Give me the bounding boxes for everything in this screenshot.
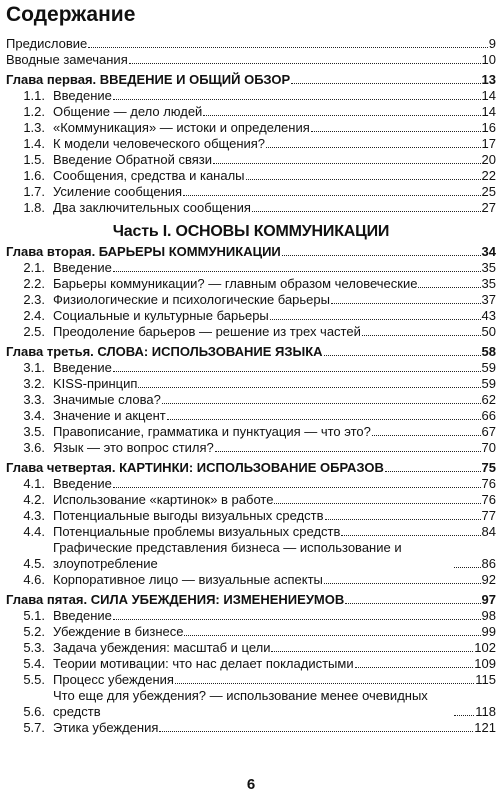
section-number: 1.1. [23, 88, 45, 103]
chapter-title: Глава третья. СЛОВА: ИСПОЛЬЗОВАНИЕ ЯЗЫКА [6, 344, 323, 359]
dot-leader [274, 502, 480, 504]
toc-section-entry [0, 184, 502, 200]
section-number: 1.2. [23, 104, 45, 119]
section-number: 4.4. [23, 524, 45, 539]
toc-section-entry [0, 392, 502, 408]
section-title: Усиление сообщения [53, 184, 183, 199]
dot-leader [113, 98, 481, 100]
toc-section-entry [0, 720, 502, 736]
toc-chapter-5 [0, 592, 502, 608]
section-number: 4.5. [23, 556, 45, 571]
toc-section-entry [0, 276, 502, 292]
dot-leader [324, 582, 481, 584]
section-title: Что еще для убеждения? — использование менее очевидных средств [53, 688, 428, 719]
dot-leader [341, 534, 480, 536]
section-title: Процесс убеждения [53, 672, 174, 687]
section-page: 118 [475, 704, 496, 719]
section-number: 1.4. [23, 136, 45, 151]
section-number: 2.5. [23, 324, 45, 339]
dot-leader [213, 162, 481, 164]
section-title: Убеждение в бизнесе [53, 624, 184, 639]
dot-leader [113, 270, 481, 272]
section-number: 3.6. [23, 440, 45, 455]
section-page: 70 [481, 440, 496, 455]
entry-title: Вводные замечания [6, 52, 128, 67]
dot-leader [271, 650, 473, 652]
section-number: 1.8. [23, 200, 45, 215]
section-page: 77 [481, 508, 496, 523]
section-number: 1.7. [23, 184, 45, 199]
section-title: Введение [53, 88, 112, 103]
toc-section-entry [0, 672, 502, 688]
section-title: Корпоративное лицо — визуальные аспекты [53, 572, 323, 587]
toc-section-entry [0, 540, 502, 572]
section-title: Потенциальные выгоды визуальных средств [53, 508, 324, 523]
section-page: 14 [481, 88, 496, 103]
section-number: 5.5. [23, 672, 45, 687]
page-number: 6 [246, 776, 256, 793]
toc-section-entry [0, 656, 502, 672]
dot-leader [215, 450, 481, 452]
section-page: 99 [481, 624, 496, 639]
dot-leader [183, 194, 480, 196]
toc-section-entry [0, 324, 502, 340]
toc-chapter-3 [0, 344, 502, 360]
section-title: Общение — дело людей [53, 104, 203, 119]
chapter-title: Глава четвертая. КАРТИНКИ: ИСПОЛЬЗОВАНИЕ ОБРАЗОВ [6, 460, 384, 475]
section-page: 27 [481, 200, 496, 215]
toc-section-entry [0, 88, 502, 104]
section-number: 1.6. [23, 168, 45, 183]
section-number: 1.5. [23, 152, 45, 167]
dot-leader [159, 730, 473, 732]
section-page: 76 [481, 476, 496, 491]
toc-section-entry [0, 624, 502, 640]
toc-chapter-1 [0, 72, 502, 88]
section-title: Два заключительных сообщения [53, 200, 251, 215]
entry-title: Предисловие [6, 36, 88, 51]
toc-section-entry [0, 104, 502, 120]
toc-section-entry [0, 492, 502, 508]
section-number: 3.5. [23, 424, 45, 439]
section-title: Потенциальные проблемы визуальных средств [53, 524, 341, 539]
section-title: Этика убеждения [53, 720, 159, 735]
section-page: 59 [481, 376, 496, 391]
section-title: Физиологические и психологические барьеры [53, 292, 330, 307]
dot-leader [270, 318, 481, 320]
section-page: 115 [475, 672, 496, 687]
toc-section-entry [0, 440, 502, 456]
section-page: 59 [481, 360, 496, 375]
section-title: Введение [53, 476, 112, 491]
entry-page: 10 [481, 52, 496, 67]
section-number: 2.2. [23, 276, 45, 291]
section-number: 2.1. [23, 260, 45, 275]
section-title: Значение и акцент [53, 408, 166, 423]
section-page: 14 [481, 104, 496, 119]
section-page: 92 [481, 572, 496, 587]
dot-leader [324, 354, 481, 356]
toc-section-entry [0, 524, 502, 540]
section-page: 67 [481, 424, 496, 439]
section-title: Введение [53, 360, 112, 375]
section-number: 3.4. [23, 408, 45, 423]
toc-section-entry [0, 292, 502, 308]
section-number: 5.3. [23, 640, 45, 655]
section-number: 5.1. [23, 608, 45, 623]
section-page: 25 [481, 184, 496, 199]
section-number: 4.3. [23, 508, 45, 523]
dot-leader [372, 434, 481, 436]
section-title: Сообщения, средства и каналы [53, 168, 245, 183]
dot-leader [331, 302, 481, 304]
section-page: 86 [481, 556, 496, 571]
section-title: Правописание, грамматика и пунктуация — что это? [53, 424, 371, 439]
section-page: 22 [481, 168, 496, 183]
dot-leader [167, 418, 481, 420]
dot-leader [113, 618, 481, 620]
section-number: 4.2. [23, 492, 45, 507]
section-title: Теории мотивации: что нас делает покладистыми [53, 656, 354, 671]
section-number: 3.1. [23, 360, 45, 375]
section-title: Язык — это вопрос стиля? [53, 440, 214, 455]
section-page: 98 [481, 608, 496, 623]
section-number: 5.6. [23, 704, 45, 719]
section-number: 5.7. [23, 720, 45, 735]
dot-leader [175, 682, 474, 684]
section-page: 50 [481, 324, 496, 339]
toc-section-entry [0, 168, 502, 184]
section-title: Введение Обратной связи [53, 152, 212, 167]
section-title: Использование «картинок» в работе [53, 492, 274, 507]
chapter-5-sections [0, 608, 502, 736]
toc-chapter-4 [0, 460, 502, 476]
section-page: 17 [481, 136, 496, 151]
toc-section-entry [0, 424, 502, 440]
toc-section-entry [0, 376, 502, 392]
section-title: Введение [53, 260, 112, 275]
dot-leader [454, 566, 481, 568]
section-page: 62 [481, 392, 496, 407]
dot-leader [203, 114, 480, 116]
section-title: «Коммуникация» — истоки и определения [53, 120, 310, 135]
dot-leader [325, 518, 481, 520]
section-number: 4.6. [23, 572, 45, 587]
section-number: 4.1. [23, 476, 45, 491]
toc-section-entry [0, 152, 502, 168]
dot-leader [252, 210, 481, 212]
dot-leader [362, 334, 481, 336]
dot-leader [246, 178, 481, 180]
toc-section-entry [0, 608, 502, 624]
toc-section-entry [0, 120, 502, 136]
chapter-title: Глава вторая. БАРЬЕРЫ КОММУНИКАЦИИ [6, 244, 281, 259]
dot-leader [345, 602, 480, 604]
dot-leader [88, 46, 488, 48]
dot-leader [385, 470, 481, 472]
dot-leader [418, 286, 480, 288]
dot-leader [129, 62, 481, 64]
section-page: 37 [481, 292, 496, 307]
dot-leader [138, 386, 480, 388]
toc-section-entry [0, 260, 502, 276]
section-page: 20 [481, 152, 496, 167]
section-title: К модели человеческого общения? [53, 136, 266, 151]
toc-section-entry [0, 360, 502, 376]
toc-section-entry [0, 508, 502, 524]
section-title: Значимые слова? [53, 392, 161, 407]
dot-leader [282, 254, 481, 256]
dot-leader [184, 634, 480, 636]
section-number: 3.3. [23, 392, 45, 407]
dot-leader [266, 146, 481, 148]
toc-section-entry [0, 408, 502, 424]
chapter-title: Глава первая. ВВЕДЕНИЕ И ОБЩИЙ ОБЗОР [6, 72, 291, 87]
section-page: 109 [474, 656, 496, 671]
section-page: 35 [481, 260, 496, 275]
dot-leader [162, 402, 481, 404]
dot-leader [291, 82, 480, 84]
toc-section-entry [0, 640, 502, 656]
section-title: Введение [53, 608, 112, 623]
section-number: 2.3. [23, 292, 45, 307]
chapter-2-sections [0, 260, 502, 340]
section-title: Преодоление барьеров — решение из трех частей [53, 324, 361, 339]
toc-chapter-2 [0, 244, 502, 260]
entry-page: 9 [488, 36, 496, 51]
page-title: Содержание [6, 3, 136, 26]
section-page: 76 [481, 492, 496, 507]
section-number: 1.3. [23, 120, 45, 135]
dot-leader [454, 714, 474, 716]
section-title: Графические представления бизнеса — использование и злоупотребление [53, 540, 402, 571]
toc-section-entry [0, 572, 502, 588]
table-of-contents [0, 36, 502, 736]
chapter-page: 97 [481, 592, 496, 607]
toc-entry-intro-notes [0, 52, 502, 68]
chapter-page: 34 [481, 244, 496, 259]
chapter-page: 13 [481, 72, 496, 87]
dot-leader [113, 486, 481, 488]
toc-section-entry [0, 136, 502, 152]
section-page: 43 [481, 308, 496, 323]
section-title: Задача убеждения: масштаб и цели [53, 640, 271, 655]
section-number: 5.2. [23, 624, 45, 639]
section-title: KISS-принцип [53, 376, 138, 391]
section-page: 102 [474, 640, 496, 655]
section-number: 2.4. [23, 308, 45, 323]
section-page: 121 [474, 720, 496, 735]
toc-section-entry [0, 308, 502, 324]
section-number: 5.4. [23, 656, 45, 671]
section-number: 3.2. [23, 376, 45, 391]
toc-section-entry [0, 200, 502, 216]
section-title: Социальные и культурные барьеры [53, 308, 269, 323]
toc-entry-preface [0, 36, 502, 52]
section-title: Барьеры коммуникации? — главным образом человеческие [53, 276, 418, 291]
chapter-3-sections [0, 360, 502, 456]
toc-section-entry [0, 688, 502, 720]
section-page: 16 [481, 120, 496, 135]
section-page: 66 [481, 408, 496, 423]
chapter-1-sections [0, 88, 502, 216]
toc-section-entry [0, 476, 502, 492]
dot-leader [113, 370, 481, 372]
chapter-4-sections [0, 476, 502, 588]
dot-leader [311, 130, 481, 132]
chapter-page: 58 [481, 344, 496, 359]
dot-leader [355, 666, 474, 668]
part-heading: Часть I. ОСНОВЫ КОММУНИКАЦИИ [112, 223, 390, 240]
chapter-title: Глава пятая. СИЛА УБЕЖДЕНИЯ: ИЗМЕНЕНИЕУМОВ [6, 592, 345, 607]
section-page: 84 [481, 524, 496, 539]
chapter-page: 75 [481, 460, 496, 475]
section-page: 35 [481, 276, 496, 291]
